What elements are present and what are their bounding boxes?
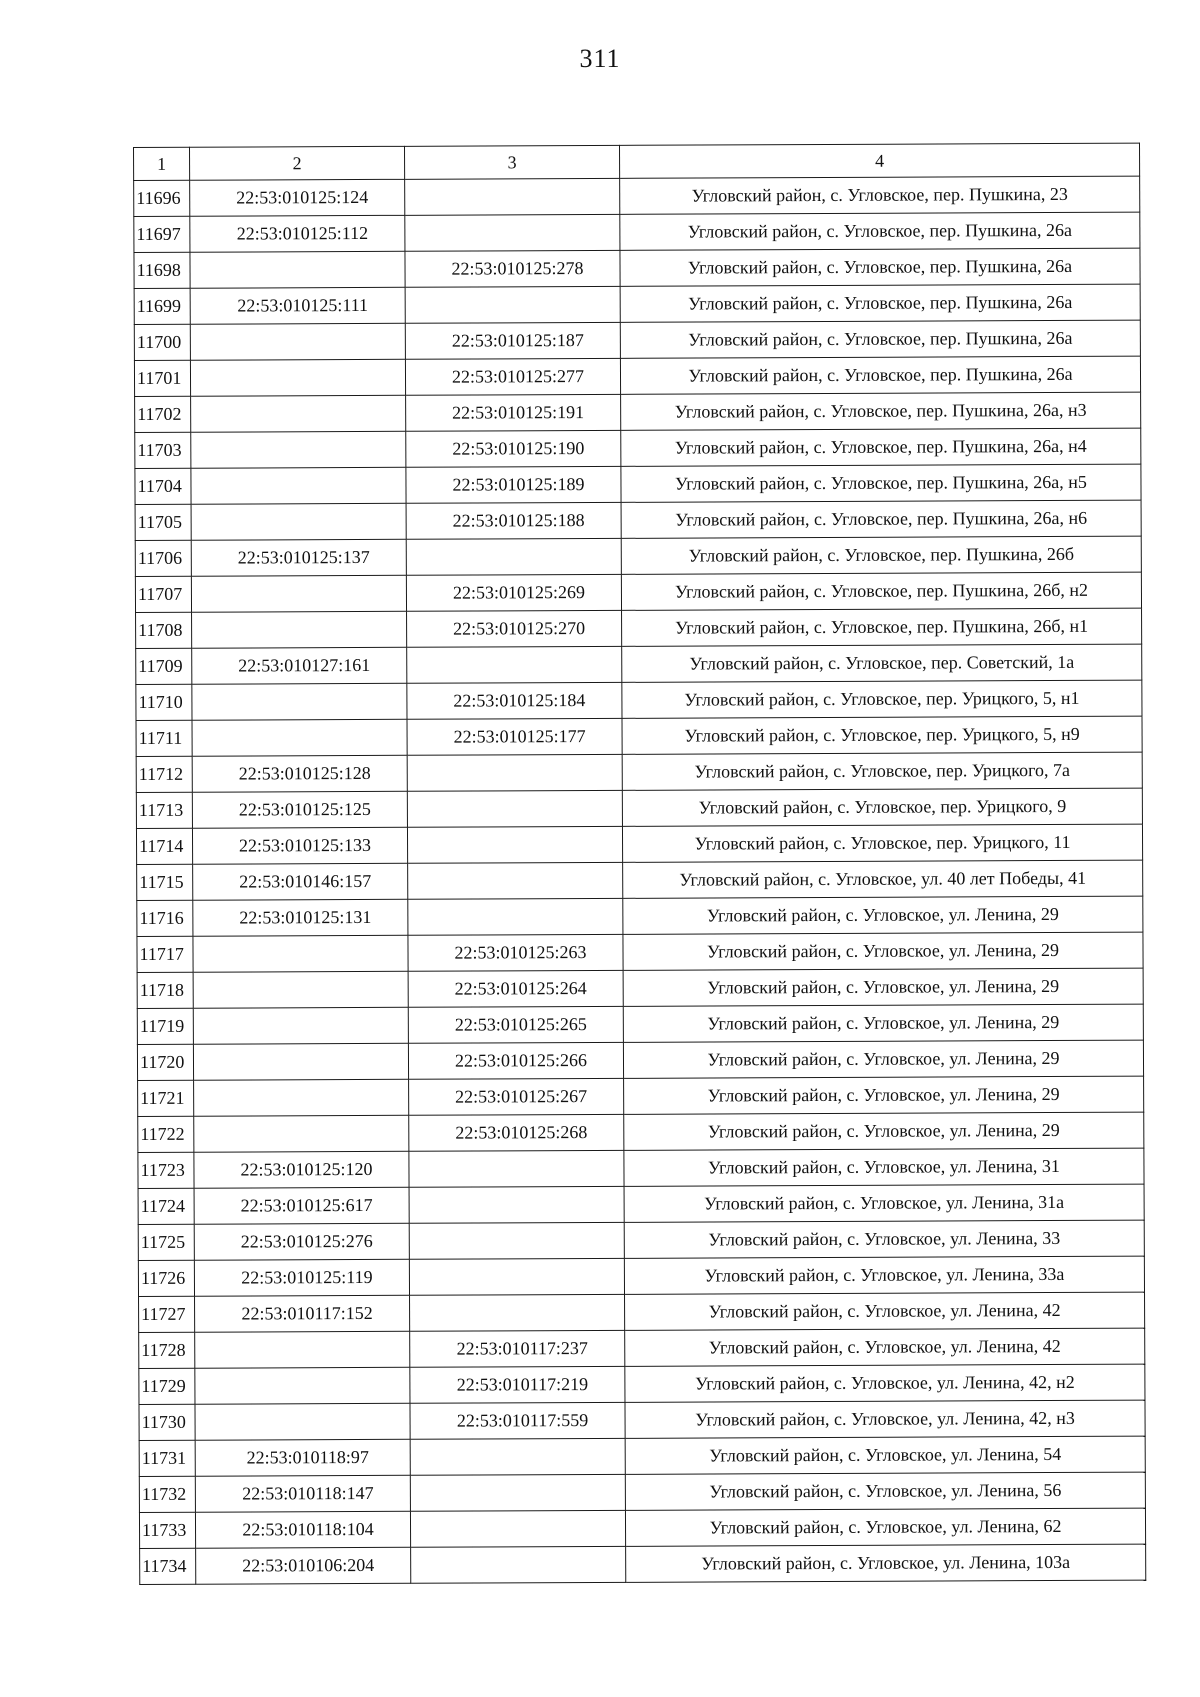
cadastral-number-col3-cell: 22:53:010125:268 — [409, 1114, 624, 1151]
address-cell: Угловский район, с. Угловское, ул. Ленина, 33 — [624, 1220, 1144, 1258]
address-cell: Угловский район, с. Угловское, пер. Пушкина, 26а, н3 — [621, 392, 1141, 430]
table-row — [134, 176, 1140, 216]
row-number-cell: 11711 — [136, 720, 192, 756]
row-number-cell: 11714 — [136, 828, 192, 864]
cadastral-number-col2-cell: 22:53:010125:131 — [193, 899, 408, 936]
cadastral-number-col2-cell: 22:53:010117:152 — [195, 1295, 410, 1332]
cadastral-number-col3-cell: 22:53:010117:237 — [410, 1330, 625, 1367]
cadastral-number-col3-cell — [409, 1258, 624, 1295]
cadastral-number-col3-cell: 22:53:010125:278 — [405, 250, 620, 287]
address-cell: Угловский район, с. Угловское, ул. Ленина, 29 — [624, 1076, 1144, 1114]
row-number-cell: 11722 — [138, 1116, 194, 1152]
cadastral-number-col2-cell: 22:53:010125:276 — [194, 1223, 409, 1260]
address-cell: Угловский район, с. Угловское, пер. Урицкого, 11 — [622, 824, 1142, 862]
table-row — [138, 1076, 1144, 1116]
table-row — [138, 1184, 1144, 1224]
cadastral-number-col3-cell — [407, 646, 622, 683]
cadastral-number-col3-cell — [411, 1546, 626, 1583]
header-col-1: 1 — [134, 147, 190, 180]
cadastral-number-col3-cell — [405, 214, 620, 251]
cadastral-number-col3-cell — [409, 1150, 624, 1187]
row-number-cell: 11709 — [136, 648, 192, 684]
table-row — [134, 248, 1140, 288]
cadastral-number-col3-cell: 22:53:010125:177 — [407, 718, 622, 755]
cadastral-number-col3-cell — [410, 1474, 625, 1511]
table-row — [136, 644, 1142, 684]
cadastral-number-col2-cell: 22:53:010146:157 — [193, 863, 408, 900]
row-number-cell: 11710 — [136, 684, 192, 720]
cadastral-number-col3-cell: 22:53:010125:263 — [408, 934, 623, 971]
table-row — [135, 536, 1141, 576]
cadastral-number-col2-cell — [194, 1115, 409, 1152]
table-row — [137, 968, 1143, 1008]
cadastral-number-col3-cell: 22:53:010125:190 — [406, 430, 621, 467]
cadastral-number-col3-cell — [410, 1438, 625, 1475]
cadastral-number-col3-cell: 22:53:010125:184 — [407, 682, 622, 719]
address-cell: Угловский район, с. Угловское, ул. Ленина, 56 — [625, 1472, 1145, 1510]
row-number-cell: 11731 — [139, 1440, 195, 1476]
address-cell: Угловский район, с. Угловское, ул. Ленина, 42, н3 — [625, 1400, 1145, 1438]
cadastral-number-col2-cell — [191, 395, 406, 432]
row-number-cell: 11727 — [139, 1296, 195, 1332]
row-number-cell: 11726 — [138, 1260, 194, 1296]
cadastral-number-col2-cell — [190, 323, 405, 360]
table-row — [134, 320, 1140, 360]
cadastral-number-col2-cell: 22:53:010125:137 — [191, 539, 406, 576]
table-row — [137, 860, 1143, 900]
row-number-cell: 11728 — [139, 1332, 195, 1368]
table-row — [139, 1292, 1145, 1332]
row-number-cell: 11716 — [137, 900, 193, 936]
cadastral-number-col3-cell: 22:53:010125:265 — [408, 1006, 623, 1043]
address-cell: Угловский район, с. Угловское, пер. Советский, 1а — [622, 644, 1142, 682]
row-number-cell: 11732 — [139, 1476, 195, 1512]
table-row — [139, 1436, 1145, 1476]
table-row — [136, 608, 1142, 648]
cadastral-number-col2-cell: 22:53:010118:97 — [195, 1439, 410, 1476]
cadastral-number-col2-cell: 22:53:010125:128 — [192, 755, 407, 792]
address-cell: Угловский район, с. Угловское, пер. Пушкина, 26б, н2 — [621, 572, 1141, 610]
row-number-cell: 11724 — [138, 1188, 194, 1224]
row-number-cell: 11725 — [138, 1224, 194, 1260]
page-number: 311 — [579, 44, 621, 73]
row-number-cell: 11715 — [137, 864, 193, 900]
cadastral-number-col2-cell — [191, 431, 406, 468]
address-cell: Угловский район, с. Угловское, ул. Ленина, 29 — [623, 968, 1143, 1006]
table-row — [139, 1364, 1145, 1404]
row-number-cell: 11696 — [134, 180, 190, 216]
cadastral-number-col3-cell — [405, 178, 620, 215]
row-number-cell: 11712 — [136, 756, 192, 792]
cadastral-number-col2-cell — [195, 1403, 410, 1440]
address-cell: Угловский район, с. Угловское, ул. Ленина, 42 — [625, 1328, 1145, 1366]
cadastral-number-col3-cell: 22:53:010125:269 — [406, 574, 621, 611]
table-row — [138, 1220, 1144, 1260]
address-cell: Угловский район, с. Угловское, пер. Пушкина, 26а — [620, 248, 1140, 286]
row-number-cell: 11707 — [135, 576, 191, 612]
table-row — [135, 428, 1141, 468]
table-row — [139, 1400, 1145, 1440]
row-number-cell: 11723 — [138, 1152, 194, 1188]
cadastral-number-col2-cell: 22:53:010125:112 — [190, 215, 405, 252]
cadastral-number-col2-cell — [191, 503, 406, 540]
cadastral-number-col2-cell — [192, 611, 407, 648]
address-cell: Угловский район, с. Угловское, пер. Пушкина, 26а, н6 — [621, 500, 1141, 538]
cadastral-number-col3-cell: 22:53:010117:219 — [410, 1366, 625, 1403]
table-row — [139, 1472, 1145, 1512]
row-number-cell: 11721 — [138, 1080, 194, 1116]
row-number-cell: 11706 — [135, 540, 191, 576]
cadastral-number-col3-cell: 22:53:010125:270 — [407, 610, 622, 647]
row-number-cell: 11733 — [139, 1512, 195, 1548]
row-number-cell: 11719 — [137, 1008, 193, 1044]
cadastral-number-col3-cell — [410, 1294, 625, 1331]
cadastral-number-col3-cell: 22:53:010125:191 — [406, 394, 621, 431]
row-number-cell: 11708 — [136, 612, 192, 648]
cadastral-number-col3-cell: 22:53:010125:188 — [406, 502, 621, 539]
cadastral-number-col3-cell: 22:53:010125:187 — [405, 322, 620, 359]
cadastral-number-col2-cell: 22:53:010118:147 — [195, 1475, 410, 1512]
address-cell: Угловский район, с. Угловское, ул. Ленина, 54 — [625, 1436, 1145, 1474]
cadastral-number-col2-cell — [191, 575, 406, 612]
row-number-cell: 11730 — [139, 1404, 195, 1440]
cadastral-number-col2-cell — [192, 719, 407, 756]
address-cell: Угловский район, с. Угловское, пер. Пушкина, 26а, н5 — [621, 464, 1141, 502]
cadastral-number-col2-cell: 22:53:010125:617 — [194, 1187, 409, 1224]
cadastral-number-col2-cell: 22:53:010125:124 — [190, 179, 405, 216]
row-number-cell: 11701 — [134, 360, 190, 396]
row-number-cell: 11729 — [139, 1368, 195, 1404]
cadastral-number-col3-cell — [407, 754, 622, 791]
cadastral-number-col2-cell: 22:53:010125:125 — [192, 791, 407, 828]
row-number-cell: 11698 — [134, 252, 190, 288]
cadastral-number-col2-cell: 22:53:010127:161 — [192, 647, 407, 684]
cadastral-number-col2-cell: 22:53:010125:119 — [194, 1259, 409, 1296]
address-cell: Угловский район, с. Угловское, пер. Пушкина, 26а — [620, 284, 1140, 322]
cadastral-number-col2-cell — [193, 1007, 408, 1044]
cadastral-number-col3-cell: 22:53:010125:267 — [409, 1078, 624, 1115]
cadastral-number-col2-cell — [195, 1331, 410, 1368]
address-cell: Угловский район, с. Угловское, пер. Пушкина, 26а — [620, 320, 1140, 358]
table-row — [139, 1508, 1145, 1548]
address-cell: Угловский район, с. Угловское, пер. Урицкого, 9 — [622, 788, 1142, 826]
row-number-cell: 11703 — [135, 432, 191, 468]
header-col-4: 4 — [619, 143, 1139, 178]
table-row — [137, 1040, 1143, 1080]
address-cell: Угловский район, с. Угловское, ул. Ленина, 103а — [626, 1544, 1146, 1582]
table-row — [136, 752, 1142, 792]
table-row — [138, 1256, 1144, 1296]
address-cell: Угловский район, с. Угловское, ул. Ленина, 29 — [624, 1112, 1144, 1150]
cadastral-number-col3-cell — [408, 898, 623, 935]
cadastral-number-col2-cell: 22:53:010118:104 — [195, 1511, 410, 1548]
table-body — [134, 176, 1146, 1584]
cadastral-number-col2-cell: 22:53:010125:133 — [192, 827, 407, 864]
row-number-cell: 11700 — [134, 324, 190, 360]
table-row — [136, 716, 1142, 756]
address-cell: Угловский район, с. Угловское, пер. Пушкина, 26а, н4 — [621, 428, 1141, 466]
row-number-cell: 11704 — [135, 468, 191, 504]
cadastral-number-col2-cell — [192, 683, 407, 720]
table-row — [136, 824, 1142, 864]
address-cell: Угловский район, с. Угловское, ул. Ленина, 42 — [625, 1292, 1145, 1330]
cadastral-number-col2-cell — [193, 1043, 408, 1080]
table-row — [135, 392, 1141, 432]
address-cell: Угловский район, с. Угловское, пер. Пушкина, 26б, н1 — [622, 608, 1142, 646]
cadastral-number-col2-cell: 22:53:010106:204 — [196, 1547, 411, 1584]
table-row — [134, 212, 1140, 252]
row-number-cell: 11699 — [134, 288, 190, 324]
address-cell: Угловский район, с. Угловское, пер. Пушкина, 26а — [620, 356, 1140, 394]
row-number-cell: 11718 — [137, 972, 193, 1008]
row-number-cell: 11697 — [134, 216, 190, 252]
cadastral-number-col2-cell — [194, 1079, 409, 1116]
table-row — [135, 500, 1141, 540]
address-cell: Угловский район, с. Угловское, пер. Пушкина, 26б — [621, 536, 1141, 574]
address-cell: Угловский район, с. Угловское, ул. Ленина, 31а — [624, 1184, 1144, 1222]
row-number-cell: 11717 — [137, 936, 193, 972]
table-row — [135, 572, 1141, 612]
address-cell: Угловский район, с. Угловское, ул. Ленина, 42, н2 — [625, 1364, 1145, 1402]
cadastral-number-col3-cell — [407, 826, 622, 863]
cadastral-number-col3-cell — [409, 1222, 624, 1259]
table-header — [134, 143, 1140, 180]
header-row — [134, 143, 1140, 180]
cadastral-number-col3-cell — [406, 538, 621, 575]
address-cell: Угловский район, с. Угловское, ул. Ленина, 29 — [623, 896, 1143, 934]
address-cell: Угловский район, с. Угловское, ул. Ленина, 31 — [624, 1148, 1144, 1186]
cadastral-number-col3-cell — [408, 862, 623, 899]
table-row — [140, 1544, 1146, 1584]
address-cell: Угловский район, с. Угловское, ул. Ленина, 29 — [623, 932, 1143, 970]
cadastral-number-col2-cell — [193, 935, 408, 972]
cadastral-number-col3-cell — [409, 1186, 624, 1223]
address-cell: Угловский район, с. Угловское, ул. Ленина, 62 — [625, 1508, 1145, 1546]
cadastral-number-col2-cell — [195, 1367, 410, 1404]
cadastral-number-col2-cell — [190, 251, 405, 288]
cadastral-number-col3-cell: 22:53:010125:266 — [408, 1042, 623, 1079]
address-cell: Угловский район, с. Угловское, пер. Урицкого, 7а — [622, 752, 1142, 790]
cadastral-number-col2-cell: 22:53:010125:111 — [190, 287, 405, 324]
table-row — [137, 1004, 1143, 1044]
address-cell: Угловский район, с. Угловское, пер. Урицкого, 5, н1 — [622, 680, 1142, 718]
address-cell: Угловский район, с. Угловское, ул. Ленина, 29 — [623, 1040, 1143, 1078]
registry-table — [133, 143, 1146, 1585]
table-row — [134, 356, 1140, 396]
table-row — [138, 1148, 1144, 1188]
cadastral-number-col3-cell: 22:53:010125:189 — [406, 466, 621, 503]
cadastral-number-col3-cell: 22:53:010125:264 — [408, 970, 623, 1007]
cadastral-number-col3-cell — [405, 286, 620, 323]
row-number-cell: 11705 — [135, 504, 191, 540]
table-row — [135, 464, 1141, 504]
address-cell: Угловский район, с. Угловское, пер. Пушкина, 26а — [620, 212, 1140, 250]
address-cell: Угловский район, с. Угловское, пер. Урицкого, 5, н9 — [622, 716, 1142, 754]
table-row — [137, 932, 1143, 972]
address-cell: Угловский район, с. Угловское, пер. Пушкина, 23 — [620, 176, 1140, 214]
address-cell: Угловский район, с. Угловское, ул. Ленина, 33а — [624, 1256, 1144, 1294]
cadastral-number-col2-cell: 22:53:010125:120 — [194, 1151, 409, 1188]
row-number-cell: 11720 — [137, 1044, 193, 1080]
cadastral-number-col2-cell — [190, 359, 405, 396]
cadastral-number-col3-cell: 22:53:010117:559 — [410, 1402, 625, 1439]
cadastral-number-col3-cell — [410, 1510, 625, 1547]
header-col-3: 3 — [404, 145, 619, 179]
table-row — [137, 896, 1143, 936]
cadastral-number-col2-cell — [191, 467, 406, 504]
row-number-cell: 11713 — [136, 792, 192, 828]
table-row — [134, 284, 1140, 324]
table-row — [136, 680, 1142, 720]
cadastral-number-col3-cell — [407, 790, 622, 827]
table-row — [139, 1328, 1145, 1368]
address-cell: Угловский район, с. Угловское, ул. 40 лет Победы, 41 — [623, 860, 1143, 898]
row-number-cell: 11702 — [135, 396, 191, 432]
cadastral-number-col2-cell — [193, 971, 408, 1008]
address-cell: Угловский район, с. Угловское, ул. Ленина, 29 — [623, 1004, 1143, 1042]
cadastral-number-col3-cell: 22:53:010125:277 — [405, 358, 620, 395]
row-number-cell: 11734 — [140, 1548, 196, 1584]
table-row — [138, 1112, 1144, 1152]
table-row — [136, 788, 1142, 828]
header-col-2: 2 — [190, 146, 405, 180]
